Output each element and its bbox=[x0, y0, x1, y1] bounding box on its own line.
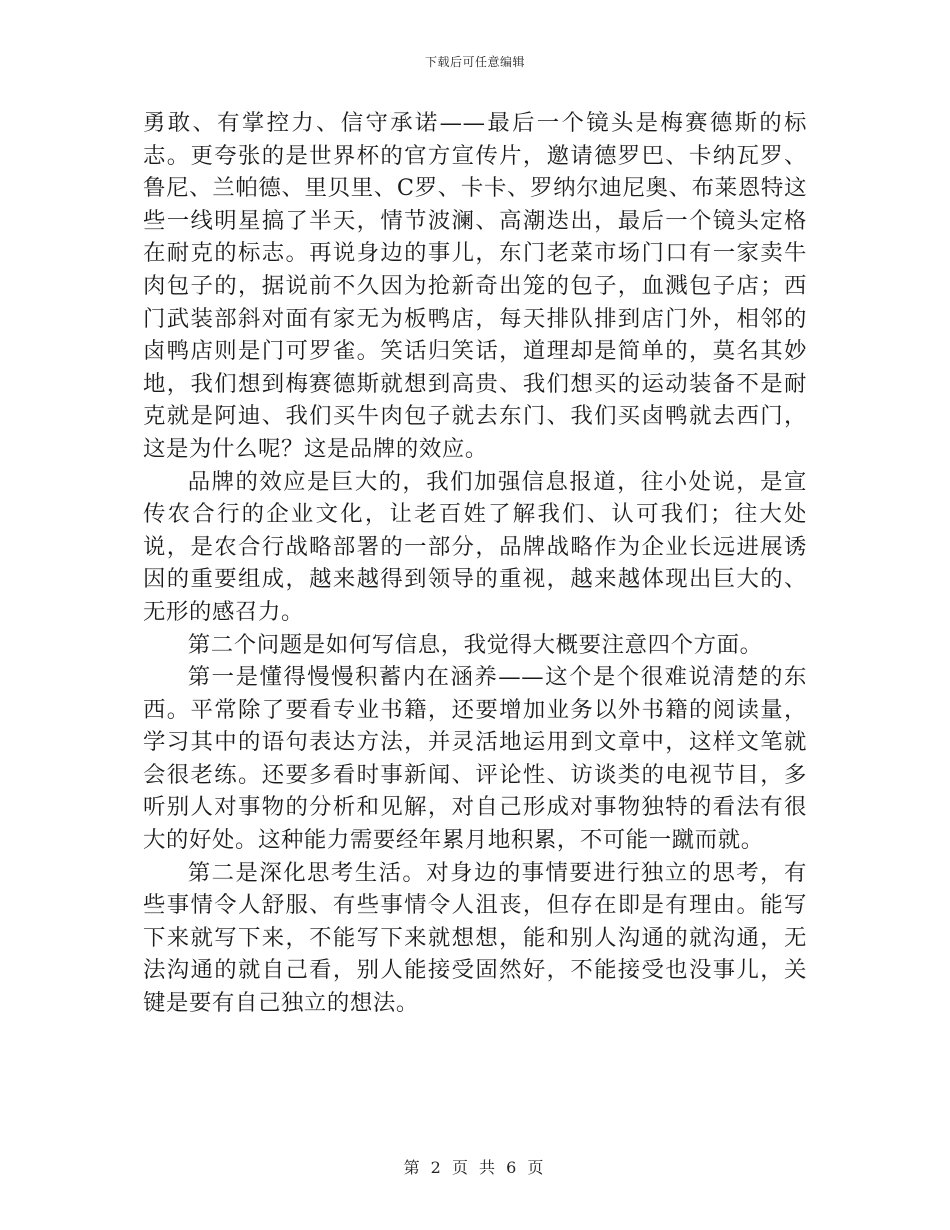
page-header-note: 下载后可任意编辑 bbox=[424, 55, 525, 69]
document-body bbox=[143, 107, 807, 1020]
paragraph-point-two: 第二是深化思考生活。对身边的事情要进行独立的思考，有些事情令人舒服、有些事情令人沮丧，但存在即是有理由。能写下来就写下来，不能写下来就想想，能和别人沟通的就沟通，无法沟通的就自己看，别人能接受固然好，不能接受也没事儿，关键是要有自己独立的想法。 bbox=[143, 859, 807, 1017]
paragraph-point-one: 第一是懂得慢慢积蓄内在涵养——这个是个很难说清楚的东西。平常除了要看专业书籍，还要增加业务以外书籍的阅读量，学习其中的语句表达方法，并灵活地运用到文章中，这样文笔就会很老练。还要多看时事新闻、评论性、访谈类的电视节目，多听别人对事物的分析和见解，对自己形成对事物独特的看法有很大的好处。这种能力需要经年累月地积累，不可能一蹴而就。 bbox=[143, 664, 807, 854]
paragraph-brand-examples: 勇敢、有掌控力、信守承诺——最后一个镜头是梅赛德斯的标志。更夸张的是世界杯的官方宣传片，邀请德罗巴、卡纳瓦罗、鲁尼、兰帕德、里贝里、C罗、卡卡、罗纳尔迪尼奥、布莱恩特这些一线明星搞了半天，情节波澜、高潮迭出，最后一个镜头定格在耐克的标志。再说身边的事儿，东门老菜市场门口有一家卖牛肉包子的，据说前不久因为抢新奇出笼的包子，血溅包子店；西门武装部斜对面有家无为板鸭店，每天排队排到店门外，相邻的卤鸭店则是门可罗雀。笑话归笑话，道理却是简单的，莫名其妙地，我们想到梅赛德斯就想到高贵、我们想买的运动装备不是耐克就是阿迪、我们买牛肉包子就去东门、我们买卤鸭就去西门，这是为什么呢？这是品牌的效应。 bbox=[143, 110, 807, 462]
page-number-footer: 第 2 页 共 6 页 bbox=[403, 1158, 547, 1177]
paragraph-brand-effect: 品牌的效应是巨大的，我们加强信息报道，往小处说，是宣传农合行的企业文化，让老百姓了解我们、认可我们；往大处说，是农合行战略部署的一部分，品牌战略作为企业长远进展诱因的重要组成，越来越得到领导的重视，越来越体现出巨大的、无形的感召力。 bbox=[143, 468, 807, 625]
paragraph-second-question: 第二个问题是如何写信息，我觉得大概要注意四个方面。 bbox=[187, 631, 763, 658]
